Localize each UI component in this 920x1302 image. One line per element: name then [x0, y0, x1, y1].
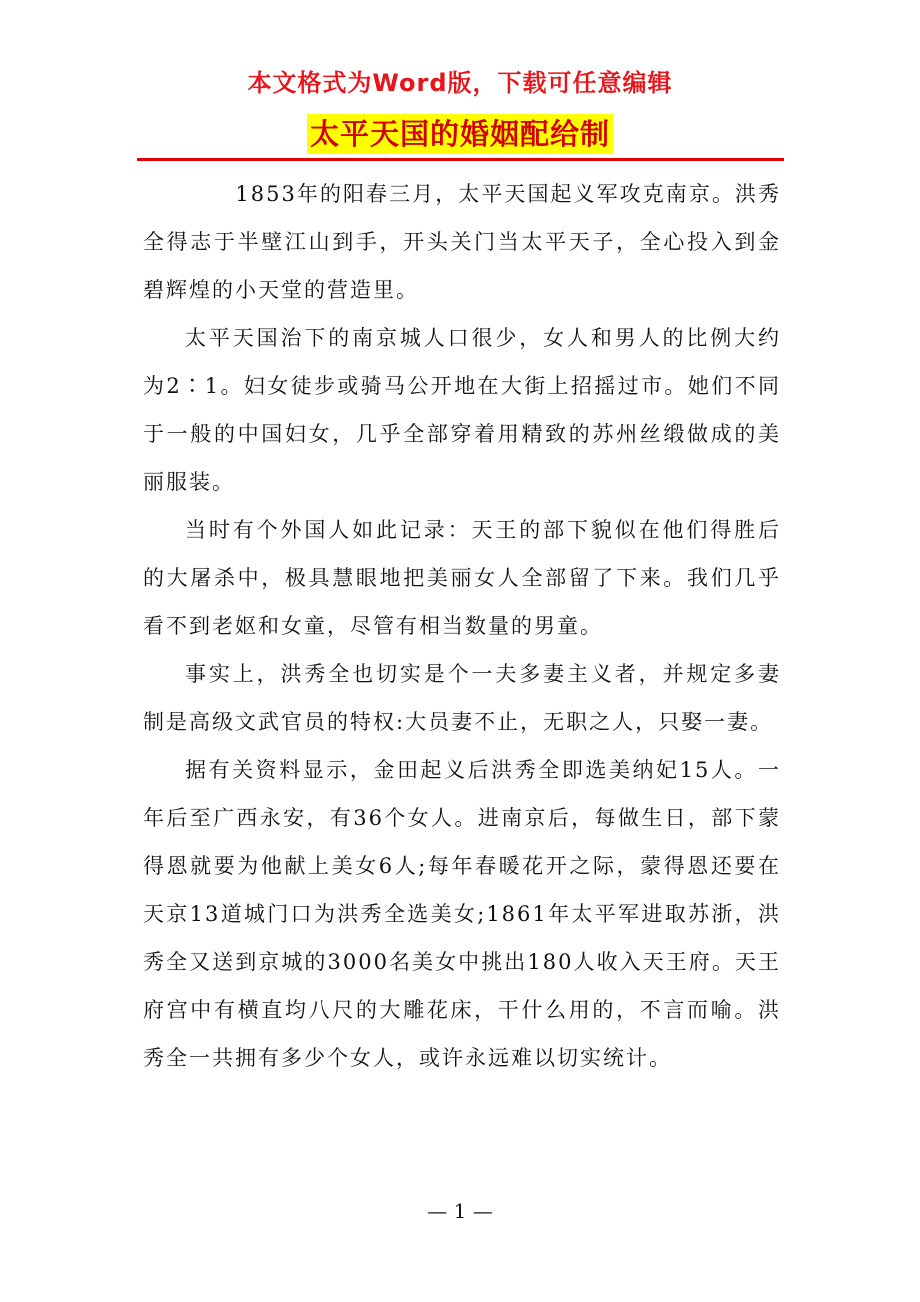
paragraph: 当时有个外国人如此记录：天王的部下貌似在他们得胜后的大屠杀中，极具慧眼地把美丽女人全部留了下来。我们几乎看不到老妪和女童，尽管有相当数量的男童。	[143, 518, 781, 638]
paragraph: 太平天国治下的南京城人口很少，女人和男人的比例大约为2∶1。妇女徒步或骑马公开地在大街上招摇过市。她们不同于一般的中国妇女，几乎全部穿着用精致的苏州丝缎做成的美丽服装。	[143, 326, 781, 494]
paragraph: 事实上，洪秀全也切实是个一夫多妻主义者，并规定多妻制是高级文武官员的特权:大员妻不止，无职之人，只娶一妻。	[143, 662, 781, 734]
paragraph: 据有关资料显示，金田起义后洪秀全即选美纳妃15人。一年后至广西永安，有36个女人。进南京后，每做生日，部下蒙得恩就要为他献上美女6人;每年春暖花开之际，蒙得恩还要在天京13道城门口为洪秀全选美女;1861年太平军进取苏浙，洪秀全又送到京城的3000名美女中挑出180人收入天王府。天王府宫中有横直均八尺的大雕花床，干什么用的，不言而喻。洪秀全一共拥有多少个女人，或许永远难以切实统计。	[143, 758, 781, 1070]
paragraph: 1853年的阳春三月，太平天国起义军攻克南京。洪秀全得志于半壁江山到手，开头关门当太平天子，全心投入到金碧辉煌的小天堂的营造里。	[143, 182, 781, 302]
format-notice: 本文格式为Word版，下载可任意编辑	[247, 69, 673, 97]
title-divider	[137, 158, 784, 161]
article-body	[143, 170, 781, 1082]
title-container	[0, 114, 920, 154]
document-title: 太平天国的婚姻配给制	[307, 114, 613, 154]
page-number: — 1 —	[427, 1199, 493, 1223]
